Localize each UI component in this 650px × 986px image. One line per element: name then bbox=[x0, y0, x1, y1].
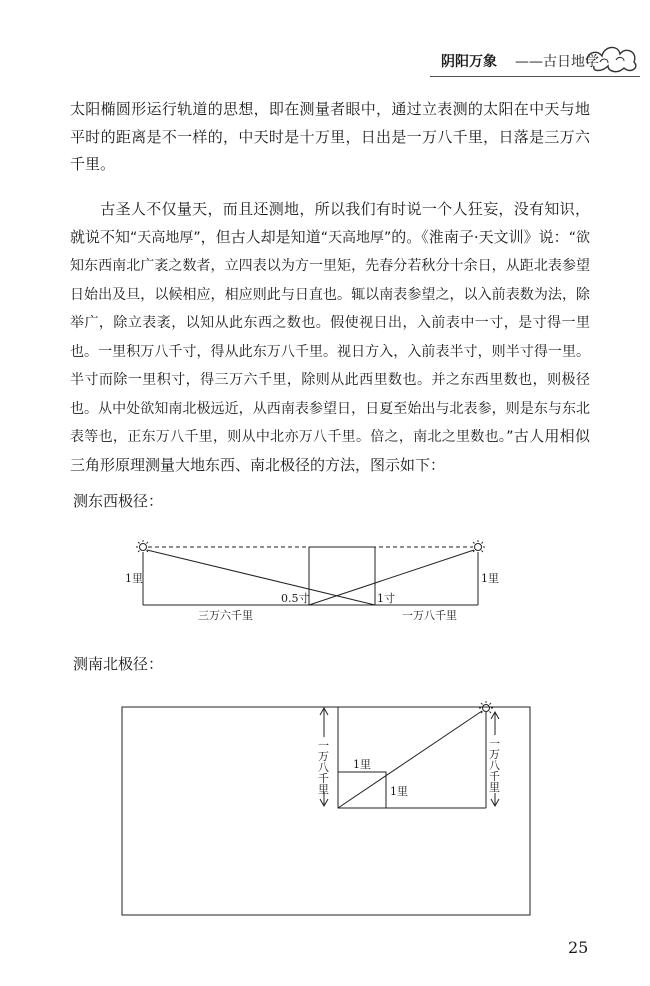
paragraph-2-citation: 的。《淮南子·天文训》说： bbox=[391, 227, 569, 246]
paragraph-2 bbox=[70, 196, 590, 479]
right-sun-icon bbox=[471, 540, 485, 554]
page-number: 25 bbox=[568, 938, 589, 957]
paragraph-2-intro: 古圣人不仅量天，而且还测地，所以我们有时说一个人狂妄，没有知识，就说不知 bbox=[70, 200, 590, 246]
right-char-4: 千 bbox=[489, 770, 500, 783]
right-char-3: 八 bbox=[489, 759, 500, 772]
term-tian-gao-di-hou-1: “天高地厚” bbox=[130, 229, 201, 246]
chapter-title: ——古日地学 bbox=[515, 54, 599, 70]
left-char-2: 万 bbox=[318, 750, 329, 763]
paragraph-2-ending: 古人用相似三角形原理测量大地东西、南北极径的方法，图示如下： bbox=[70, 427, 590, 474]
running-header bbox=[0, 40, 650, 90]
left-char-5: 里 bbox=[318, 783, 329, 796]
left-char-4: 千 bbox=[318, 772, 329, 785]
huainanzi-quotation: “欲知东西南北广袤之数者，立四表以为方一里矩，先春分若秋分十余日，从距北表参望日始出及旦，以候相应，相应则此与日直也。辄以南表参望之，以入前表数为法，除举广，除立表袤，以知从此东西之数也。假使视日出，入前表中一寸，是寸得一里也。一里积万八千寸，得从此东万八千里。视日方入，入前表半寸，则半寸得一里。半寸而除一里积寸，得三万六千里，除则从此西里数也。并之东西里数也，则极径也。从中处欲知南北极远近，从西南表参望日，日夏至始出与北表参，则是东与东北表等也，正东万八千里，则从中北亦万八千里。倍之，南北之里数也。” bbox=[70, 229, 590, 445]
term-tian-gao-di-hou-2: “天高地厚” bbox=[320, 229, 392, 246]
square-top-label: 1里 bbox=[353, 758, 371, 771]
figure-north-south-diameter bbox=[0, 695, 650, 925]
west-distance-label: 三万六千里 bbox=[198, 609, 253, 622]
one-cun-label: 1寸 bbox=[377, 592, 395, 605]
left-vertical-label bbox=[318, 739, 329, 796]
gnomon-square bbox=[309, 547, 375, 605]
west-sight-line bbox=[147, 550, 375, 605]
cloud-ornament-icon bbox=[584, 42, 640, 76]
paragraph-1: 太阳椭圆形运行轨道的思想，即在测量者眼中，通过立表测的太阳在中天与地平时的距离是不一样的，中天时是十万里，日出是一万八千里，日落是三万六千里。 bbox=[70, 100, 590, 173]
right-char-5: 里 bbox=[489, 781, 500, 794]
half-cun-label: 0.5寸 bbox=[281, 592, 310, 605]
east-distance-label: 一万八千里 bbox=[402, 609, 457, 622]
right-vertical-label bbox=[489, 737, 500, 794]
left-sun-icon bbox=[136, 540, 150, 554]
header-rule bbox=[430, 76, 640, 77]
left-height-label: 1里 bbox=[125, 572, 143, 585]
figure-1-caption: 测东西极径： bbox=[73, 492, 164, 510]
paragraph-2-mid: ，但古人却是知道 bbox=[200, 227, 321, 246]
right-height-label: 1里 bbox=[481, 572, 499, 585]
book-title: 阴阳万象 bbox=[441, 54, 497, 70]
right-char-1: 一 bbox=[489, 737, 500, 750]
square-side-label: 1里 bbox=[390, 785, 408, 798]
right-char-2: 万 bbox=[489, 748, 500, 761]
left-char-1: 一 bbox=[318, 739, 329, 752]
figure-2-caption: 测南北极径： bbox=[73, 655, 164, 673]
left-char-3: 八 bbox=[318, 761, 329, 774]
figure-east-west-diameter bbox=[0, 530, 650, 630]
